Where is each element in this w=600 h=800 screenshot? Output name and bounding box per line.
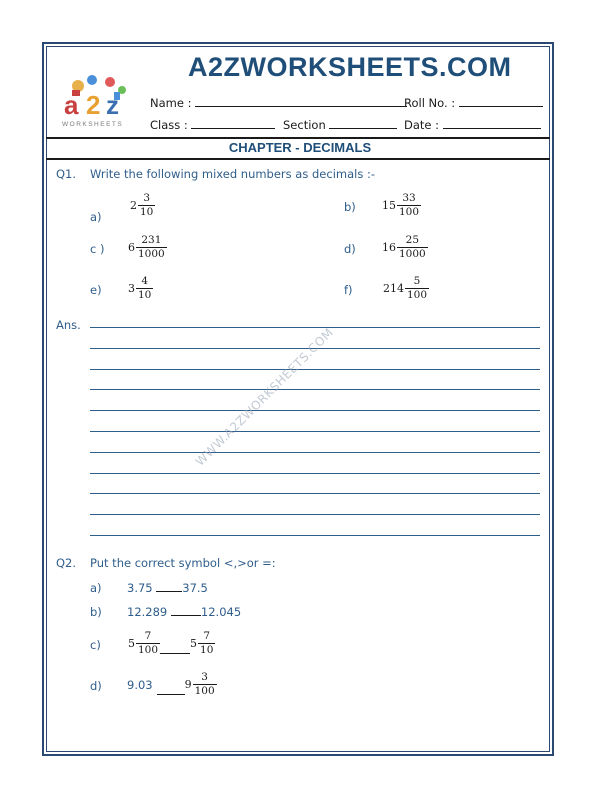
q2-comparison: [127, 672, 217, 697]
header-rule-bottom: [46, 158, 550, 160]
fraction: [136, 631, 160, 656]
q2-instruction: Put the correct symbol <,>or =:: [90, 556, 276, 570]
denominator: 1000: [399, 248, 426, 261]
right-value: 12.045: [200, 605, 242, 619]
whole-part: 6: [128, 241, 135, 255]
left-value: 9.03: [127, 677, 153, 692]
whole-part: 5: [190, 637, 198, 651]
answer-line[interactable]: [90, 389, 540, 390]
answer-line[interactable]: [90, 327, 540, 328]
q2-item-label: c): [90, 638, 101, 652]
fraction: [405, 276, 429, 301]
q1-instruction: Write the following mixed numbers as decimals :-: [90, 167, 376, 181]
left-value: 12.289: [127, 605, 168, 619]
site-title: A2ZWORKSHEETS.COM: [188, 52, 512, 82]
q2-item-label: d): [90, 679, 102, 693]
answer-line[interactable]: [90, 535, 540, 536]
denominator: 100: [407, 289, 428, 302]
answer-line[interactable]: [90, 431, 540, 432]
q2-item-label: b): [90, 605, 102, 619]
symbol-blank[interactable]: [156, 582, 182, 592]
answer-line[interactable]: [90, 473, 540, 474]
symbol-blank[interactable]: [157, 685, 185, 695]
q1-item-label: b): [344, 200, 356, 214]
q2-comparison: [128, 631, 215, 656]
q1-mixed-number: [382, 193, 421, 218]
roll-field: [404, 96, 543, 110]
numerator: 3: [143, 192, 151, 204]
q2-comparison: [127, 605, 241, 619]
svg-text:z: z: [106, 90, 119, 120]
denominator: 10: [200, 644, 214, 657]
denominator: 100: [138, 644, 159, 657]
class-label: Class :: [150, 118, 188, 132]
q1-item-label: f): [344, 283, 353, 297]
numerator: 33: [402, 192, 416, 204]
whole-part: 214: [383, 282, 404, 296]
chapter-title: CHAPTER - DECIMALS: [228, 140, 372, 155]
roll-blank[interactable]: [459, 97, 543, 107]
symbol-blank[interactable]: [171, 606, 201, 616]
svg-text:a: a: [64, 90, 79, 120]
fraction: [138, 193, 155, 218]
denominator: 100: [399, 206, 420, 219]
fraction: [136, 235, 167, 260]
roll-label: Roll No. :: [404, 96, 456, 110]
numerator: 5: [413, 275, 421, 287]
q2-comparison: [127, 581, 208, 595]
watermark: WWW.A2ZWORKSHEETS.COM: [192, 325, 337, 469]
svg-text:WORKSHEETS: WORKSHEETS: [62, 121, 124, 128]
fraction: [397, 235, 428, 260]
whole-part: 3: [128, 282, 135, 296]
answer-line[interactable]: [90, 493, 540, 494]
section-label: Section: [283, 118, 326, 132]
svg-text:2: 2: [86, 90, 101, 120]
fraction: [193, 672, 217, 697]
numerator: 25: [405, 234, 420, 246]
symbol-blank[interactable]: [160, 644, 190, 654]
date-blank[interactable]: [443, 119, 541, 129]
denominator: 10: [138, 289, 152, 302]
name-blank[interactable]: [195, 97, 407, 107]
name-field: [150, 96, 407, 110]
denominator: 1000: [138, 248, 165, 261]
q1-mixed-number: [128, 276, 153, 301]
class-field: [150, 118, 275, 132]
numerator: 7: [144, 630, 152, 642]
whole-part: 16: [382, 241, 396, 255]
q1-item-label: a): [90, 210, 102, 224]
a2z-logo: [58, 70, 140, 130]
fraction: [136, 276, 153, 301]
header-rule-top: [46, 137, 550, 139]
q1-mixed-number: [128, 235, 167, 260]
fraction: [198, 631, 215, 656]
right-value: 37.5: [182, 581, 208, 595]
answer-line[interactable]: [90, 514, 540, 515]
denominator: 100: [194, 685, 215, 698]
numerator: 7: [203, 630, 211, 642]
q1-mixed-number: [383, 276, 429, 301]
q1-item-label: e): [90, 283, 102, 297]
whole-part: 15: [382, 199, 396, 213]
section-blank[interactable]: [329, 119, 397, 129]
numerator: 231: [141, 234, 162, 246]
q1-mixed-number: [382, 235, 428, 260]
name-label: Name :: [150, 96, 192, 110]
class-blank[interactable]: [191, 119, 275, 129]
whole-part: 5: [128, 637, 135, 651]
date-label: Date :: [404, 118, 440, 132]
fraction: [397, 193, 421, 218]
answer-label: Ans.: [56, 318, 81, 332]
numerator: 3: [201, 671, 208, 683]
left-value: 3.75: [127, 581, 153, 595]
q1-number: Q1.: [56, 167, 77, 181]
answer-line[interactable]: [90, 410, 540, 411]
answer-line[interactable]: [90, 369, 540, 370]
date-field: [404, 118, 541, 132]
whole-part: 9: [184, 678, 192, 692]
q2-item-label: a): [90, 581, 102, 595]
denominator: 10: [140, 206, 154, 219]
section-field: [283, 118, 397, 132]
whole-part: 2: [130, 199, 137, 213]
q1-mixed-number: [130, 193, 155, 218]
q1-item-label: c ): [90, 242, 105, 256]
q2-number: Q2.: [56, 556, 77, 570]
answer-line[interactable]: [90, 452, 540, 453]
q1-item-label: d): [344, 242, 356, 256]
numerator: 4: [141, 275, 149, 287]
